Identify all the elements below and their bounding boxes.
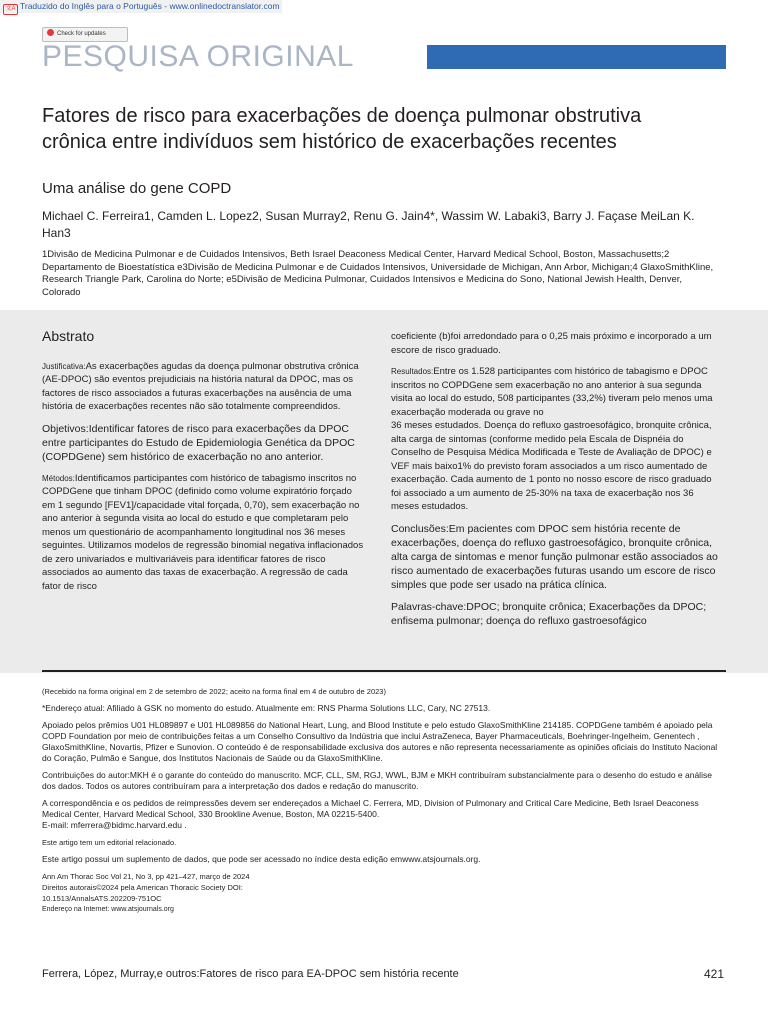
header-accent-bar [427,45,726,69]
translate-icon: 文A [3,4,18,15]
conclusoes-text: Em pacientes com DPOC sem história recente de exacerbações, doença do refluxo gastroesofágico, bronquite crônica, alta carga de sintomas e menor função pulmonar estão associados ao risco aumentado de exacerbações futuras usando um escore de risco simples que pode ser usado na prática clínica. [391,522,718,591]
abstract-heading: Abstrato [42,328,95,344]
abstract-keywords [391,600,721,628]
contributions-note: Contribuições do autor:MKH é o garante do conteúdo do manuscrito. MCF, CLL, SM, RGJ, WWL, BJM e MKH contribuíram substancialmente para o desenho do estudo e análise dos dados. Todos os autores contribuíram para a interpretação dos dados e redação do manuscrito. [42,770,712,791]
copyright-line: Direitos autorais©2024 pela American Thoracic Society DOI: [42,883,243,892]
justificativa-label: Justificativa: [42,361,86,371]
running-footer: Ferrera, López, Murray,e outros:Fatores de risco para EA-DPOC sem história recente [42,968,459,980]
abstract-justificativa [42,360,366,414]
abstract-resultados [391,365,721,514]
citation-block [42,871,722,904]
objetivos-text: Identificar fatores de risco para exacerbações da DPOC entre participantes do Estudo de Epidemiologia Genética da DPOC (COPDGene) sem histórico de exacerbação no ano anterior. [42,422,355,463]
abstract-metodos [42,472,366,594]
article-notes [42,686,722,921]
check-for-updates-label: Check for updates [57,31,106,37]
received-note: (Recebido na forma original em 2 de setembro de 2022; aceito na forma final em 4 de outubro de 2023) [42,687,386,696]
supplement-note: Este artigo possui um suplemento de dados, que pode ser acessado no índice desta edição emwww.atsjournals.org. [42,854,481,864]
affiliations: 1Divisão de Medicina Pulmonar e de Cuidados Intensivos, Beth Israel Deaconess Medical Center, Harvard Medical School, Boston, Massachusetts;2 Departamento de Bioestatística e3Divisão de Medicina Pulmonar e de Cuidados Intensivos, Universidade de Michigan, Ann Arbor, Michigan;4 GlaxoSmithKline, Research Triangle Park, Carolina do Norte; e5Divisão de Medicina Pulmonar, Cuidados Intensivos e Medicina do Sono, National Jewish Health, Denver, Colorado [42,249,714,298]
conclusoes-label: Conclusões: [391,522,449,535]
section-divider [42,670,726,672]
check-updates-icon [47,29,54,36]
doi-line: 10.1513/AnnalsATS.202209-751OC [42,894,162,903]
keywords-text: DPOC; bronquite crônica; Exacerbações da DPOC; enfisema pulmonar; doença do refluxo gastroesofágico [391,600,707,627]
metodos-continued: coeficiente (b)foi arredondado para o 0,25 mais próximo e incorporado a um escore de risco graduado. [391,331,712,356]
abstract-box [0,310,768,673]
author-list: Michael C. Ferreira1, Camden L. Lopez2, Susan Murray2, Renu G. Jain4*, Wassim W. Labaki3, Barry J. Façase MeiLan K. Han3 [42,209,695,240]
funding-note: Apoiado pelos prêmios U01 HL089897 e U01 HL089856 do National Heart, Lung, and Blood Institute e pelo estudo GlaxoSmithKline 214185. COPDGene também é apoiado pela COPD Foundation por meio de contribuições feitas a um Conselho Consultivo da Indústria que inclui AstraZeneca, Bayer Pharmaceuticals, Boehringer-Ingelheim, Genentech , GlaxoSmithKline, Novartis, Pfizer e Sunovion. O conteúdo é de responsabilidade exclusiva dos autores e não representa necessariamente as opiniões oficiais do Instituto Nacional do Coração, Pulmão e Sangue, dos Institutos Nacionais de Saúde ou da GlaxoSmithKline. [42,720,718,763]
address-note: *Endereço atual: Afiliado à GSK no momento do estudo. Atualmente em: RNS Pharma Solutions LLC, Cary, NC 27513. [42,703,491,713]
metodos-text: Identificamos participantes com histórico de tabagismo inscritos no COPDGene que tinham DPOC (definido como volume expiratório forçado em 1 segundo [FEV1]/capacidade vital forçada, 0,70), sem exacerbação no ano anterior à segunda visita ao local do estudo e que completaram pelo menos um questionário de acompanhamento longitudinal nos 36 meses seguintes. Utilizamos modelos de regressão binomial negativa inflacionados de zero univariados e multivariáveis para identificar fatores de risco associados ao aumento das taxas de exacerbação. A regressão de cada fator de risco [42,472,364,592]
translation-banner[interactable] [0,0,282,13]
editorial-note: Este artigo tem um editorial relacionado. [42,838,177,847]
resultados-label: Resultados: [391,367,434,376]
email-link[interactable]: E-mail: mferrera@bidmc.harvard.edu . [42,820,187,830]
resultados-text: Entre os 1.528 participantes com histórico de tabagismo e DPOC inscritos no COPDGene sem exacerbação no ano anterior à sua segunda visita ao local do estudo, 508 participantes (33,2%) tiveram pelo menos uma exacerbação moderada ou grave no [391,366,713,418]
section-label: PESQUISA ORIGINAL [42,40,354,73]
abstract-objetivos [42,422,366,464]
objetivos-label: Objetivos: [42,422,89,435]
citation-line: Ann Am Thorac Soc Vol 21, No 3, pp 421–427, março de 2024 [42,872,250,881]
correspondence-text: A correspondência e os pedidos de reimpressões devem ser endereçados a Michael C. Ferrera, MD, Division of Pulmonary and Critical Care Medicine, Beth Israel Deaconess Medical Center, Harvard Medical School, 330 Brookline Avenue, Boston, MA 02215-5400. [42,798,699,819]
article-title: Fatores de risco para exacerbações de doença pulmonar obstrutiva crônica entre indivíduos sem histórico de exacerbações recentes [42,105,642,153]
internet-address: Endereço na Internet: www.atsjournals.org [42,906,174,913]
correspondence-note [42,798,722,831]
abstract-conclusoes [391,522,721,592]
justificativa-text: As exacerbações agudas da doença pulmonar obstrutiva crônica (AE-DPOC) são eventos prejudiciais na história natural da DPOC, mas os factores de risco associados a futuras exacerbações na ausência de uma história de exacerbações recentes não são totalmente compreendidos. [42,360,359,412]
page-number: 421 [704,967,725,981]
article-subtitle: Uma análise do gene COPD [42,180,232,197]
translation-banner-text[interactable]: Traduzido do Inglês para o Português - www.onlinedoctranslator.com [20,1,280,11]
abstract-left-column [42,330,366,601]
abstract-right-column [391,330,721,636]
keywords-label: Palavras-chave: [391,600,467,613]
metodos-label: Métodos: [42,473,75,483]
resultados-text-2: 36 meses estudados. Doença do refluxo gastroesofágico, bronquite crônica, alta carga de sintomas (conforme medido pela Escala de Dispnéia do Conselho de Pesquisa Médica Modificada e Teste de Avaliação de DPOC) e VEF mais baixo1% do previsto foram associados a um risco aumentado de exacerbação. Cada aumento de 1 ponto no nosso escore de risco graduado foi associado a um aumento de 25-30% na taxa de exacerbação nos 36 meses estudados. [391,420,712,512]
